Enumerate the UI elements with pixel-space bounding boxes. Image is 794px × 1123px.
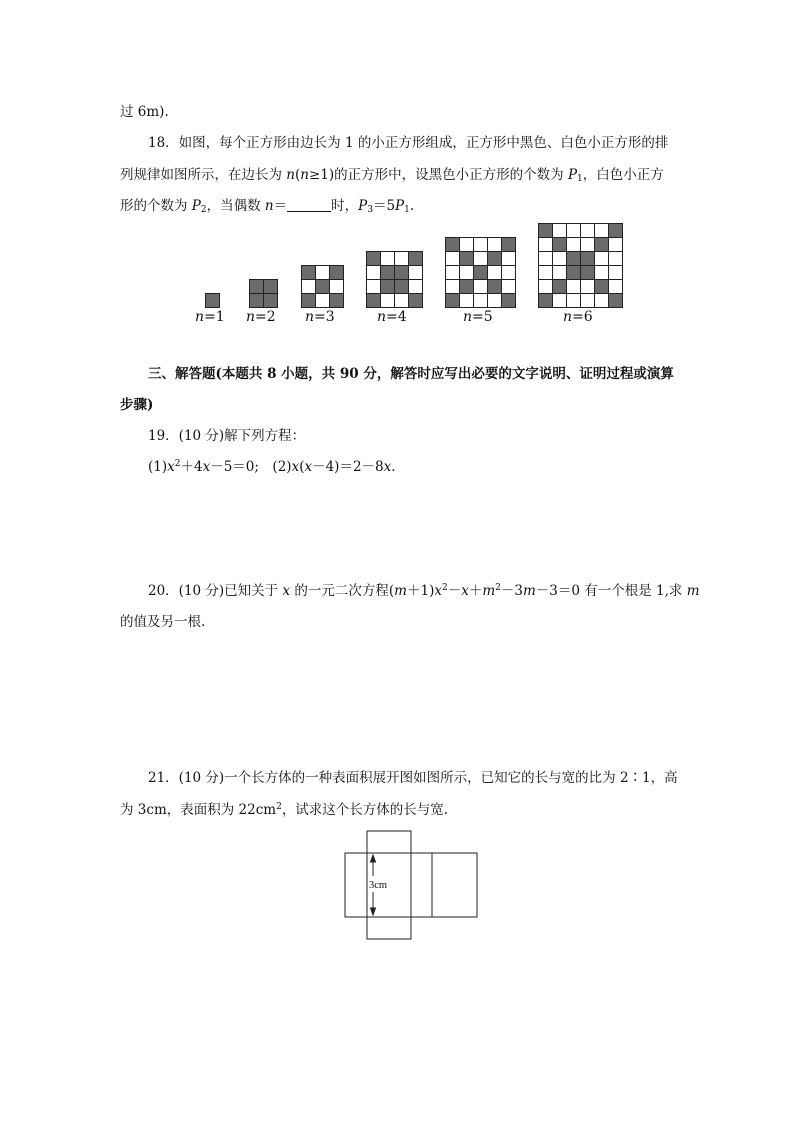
section-3-heading-line-1: 三、解答题(本题共 8 小题，共 90 分，解答时应写出必要的文字说明、证明过程或演算 (148, 366, 674, 382)
white-square (539, 238, 553, 252)
white-square (330, 280, 344, 294)
dark-square (502, 238, 516, 252)
grid-n4 (367, 252, 423, 308)
white-square (446, 266, 460, 280)
q21-line-1: 21．(10 分)一个长方体的一种表面积展开图如图所示，已知它的长与宽的比为 2∶1，高 (148, 770, 678, 786)
pattern-grids-figure (0, 0, 794, 340)
dark-square (302, 294, 316, 308)
dark-square (264, 280, 278, 294)
white-square (316, 294, 330, 308)
white-square (474, 280, 488, 294)
white-square (381, 294, 395, 308)
dark-square (264, 294, 278, 308)
dark-square (567, 266, 581, 280)
white-square (395, 294, 409, 308)
dark-square (539, 224, 553, 238)
white-square (474, 238, 488, 252)
dark-square (446, 238, 460, 252)
white-square (539, 266, 553, 280)
white-square (409, 266, 423, 280)
white-square (367, 266, 381, 280)
dark-square (581, 252, 595, 266)
height-arrowhead-top (371, 855, 376, 862)
white-square (367, 280, 381, 294)
dark-square (595, 280, 609, 294)
white-square (409, 280, 423, 294)
white-square (539, 252, 553, 266)
dark-square (488, 252, 502, 266)
dark-square (609, 294, 623, 308)
white-square (446, 280, 460, 294)
q18-line-1: 18．如图，每个正方形由边长为 1 的小正方形组成，正方形中黑色、白色小正方形的排 (148, 135, 669, 151)
grid-n5 (446, 238, 516, 308)
white-square (488, 238, 502, 252)
white-square (609, 252, 623, 266)
dark-square (609, 224, 623, 238)
dark-square (330, 266, 344, 280)
grid-caption-n5: n=5 (463, 309, 493, 325)
white-square (502, 252, 516, 266)
dark-square (474, 266, 488, 280)
grid-caption-n2: n=2 (246, 309, 276, 325)
dark-square (250, 280, 264, 294)
grid-caption-n1: n=1 (195, 309, 225, 325)
dark-square (595, 238, 609, 252)
grid-n2 (250, 280, 278, 308)
white-square (567, 224, 581, 238)
grid-caption-n3: n=3 (305, 309, 335, 325)
white-square (609, 280, 623, 294)
white-square (553, 224, 567, 238)
white-square (595, 266, 609, 280)
white-square (581, 224, 595, 238)
white-square (581, 294, 595, 308)
q19-equations: $(1)x^2+4x-5=0$; (2)x(x－4)＝2－8x. (148, 459, 396, 475)
dark-square (381, 280, 395, 294)
white-square (553, 252, 567, 266)
grid-n1 (206, 294, 220, 308)
dark-square (395, 280, 409, 294)
white-square (595, 252, 609, 266)
q19-line-1: 19．(10 分)解下列方程： (148, 428, 306, 444)
dark-square (409, 252, 423, 266)
white-square (502, 266, 516, 280)
height-arrowhead-bottom (371, 908, 376, 915)
dark-square (206, 294, 220, 308)
white-square (595, 224, 609, 238)
white-square (502, 280, 516, 294)
white-square (488, 294, 502, 308)
grid-caption-n6: n=6 (563, 309, 593, 325)
dark-square (367, 294, 381, 308)
white-square (446, 252, 460, 266)
dark-square (581, 266, 595, 280)
dark-square (446, 294, 460, 308)
white-square (460, 266, 474, 280)
white-square (609, 238, 623, 252)
white-square (567, 238, 581, 252)
text-line-prev: 过 6m). (120, 104, 169, 120)
cuboid-net-figure (344, 829, 480, 943)
dark-square (250, 294, 264, 308)
white-square (553, 294, 567, 308)
white-square (474, 252, 488, 266)
q20-line-1: 20．(10 分)已知关于 x 的一元二次方程$(m+1)x^2-x+m^2-3m-3=0$ 有一个根是 1,求 m (148, 583, 700, 599)
white-square (539, 280, 553, 294)
white-square (302, 280, 316, 294)
dark-square (316, 280, 330, 294)
dark-square (381, 266, 395, 280)
height-label: 3cm (369, 880, 388, 891)
dark-square (302, 266, 316, 280)
dark-square (460, 280, 474, 294)
dark-square (488, 280, 502, 294)
dark-square (460, 252, 474, 266)
q20-line-2: 的值及另一根. (120, 614, 206, 630)
dark-square (502, 294, 516, 308)
dark-square (367, 252, 381, 266)
white-square (581, 280, 595, 294)
dark-square (330, 294, 344, 308)
grid-caption-n4: n=4 (377, 309, 407, 325)
white-square (381, 252, 395, 266)
grid-n6 (539, 224, 623, 308)
dark-square (409, 294, 423, 308)
q18-line-2: 列规律如图所示，在边长为 n(n≥1)的正方形中，设黑色小正方形的个数为 $P_1$，白色小正方 (120, 167, 664, 184)
white-square (609, 266, 623, 280)
q21-line-2: 为 3cm，表面积为 $22cm^2$，试求这个长方体的长与宽. (120, 802, 449, 818)
white-square (595, 294, 609, 308)
dark-square (395, 266, 409, 280)
dark-square (553, 280, 567, 294)
white-square (316, 266, 330, 280)
white-square (567, 280, 581, 294)
section-3-heading-line-2: 步骤) (120, 397, 154, 413)
dark-square (567, 252, 581, 266)
white-square (581, 238, 595, 252)
dark-square (539, 294, 553, 308)
white-square (395, 252, 409, 266)
white-square (567, 294, 581, 308)
white-square (460, 238, 474, 252)
white-square (553, 266, 567, 280)
q18-line-3: 形的个数为 $P_2$，当偶数 n＝ 时，$P_3=5P_1$. (120, 198, 415, 215)
white-square (460, 294, 474, 308)
white-square (488, 266, 502, 280)
dark-square (553, 238, 567, 252)
white-square (474, 294, 488, 308)
grid-n3 (302, 266, 344, 308)
